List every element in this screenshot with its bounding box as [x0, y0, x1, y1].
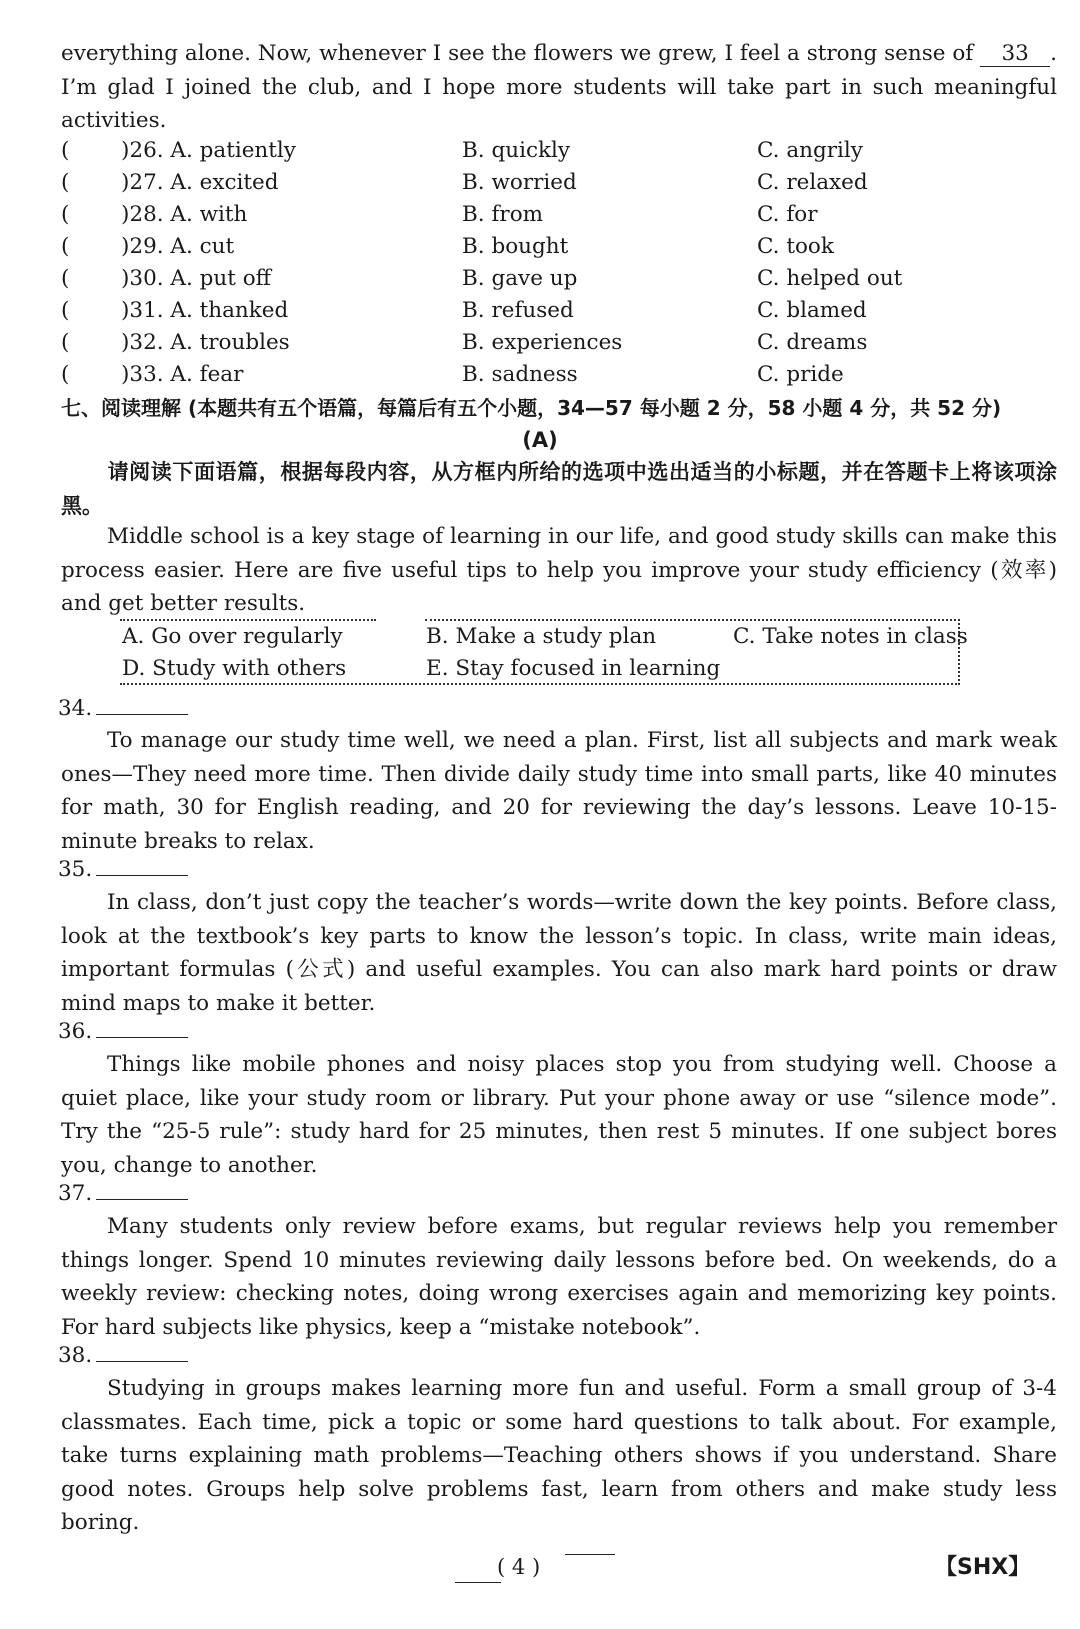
option-b: B. from	[462, 202, 544, 227]
answer-paren[interactable]: (	[61, 266, 70, 291]
answer-blank[interactable]	[96, 692, 188, 715]
footer-rule	[565, 1554, 615, 1555]
answer-blank[interactable]	[96, 1177, 188, 1200]
option-a: )32. A. troubles	[121, 330, 290, 355]
paragraph-text: Things like mobile phones and noisy places stop you from studying well. Choose a quiet place, like your study room or library. Put your phone away or use “silence mode”. Try the “25-5 rule”: study hard for 25 minutes, then rest 5 minutes. If one subject bores you, change to another.	[61, 1052, 1057, 1178]
choice-row-26	[61, 134, 1057, 167]
part-label: (A)	[522, 428, 558, 452]
option-b: B. refused	[462, 298, 574, 323]
box-option-d: D. Study with others	[122, 656, 347, 681]
blank-33: 33	[980, 42, 1050, 67]
paragraph-text: To manage our study time well, we need a plan. First, list all subjects and mark weak ones—They need more time. Then divide daily study time into small parts, like 40 minutes for math, 30 for English reading, and 20 for reviewing the day’s lessons. Leave 10-15-minute breaks to relax.	[61, 728, 1057, 854]
answer-paren[interactable]: (	[61, 362, 70, 387]
question-37-number	[58, 1177, 188, 1210]
intro-line1: everything alone. Now, whenever I see the flowers we grew, I feel a strong sense of	[61, 41, 974, 66]
page-number-text	[497, 1552, 540, 1582]
choice-row-31	[61, 294, 1057, 327]
question-38-number	[58, 1339, 188, 1372]
page-paren-open: (	[497, 1555, 506, 1579]
answer-paren[interactable]: (	[61, 170, 70, 195]
choice-row-33	[61, 358, 1057, 391]
option-a: )31. A. thanked	[121, 298, 289, 323]
answer-blank[interactable]	[96, 1339, 188, 1362]
option-b: B. bought	[462, 234, 569, 259]
option-b: B. sadness	[462, 362, 578, 387]
exam-code: 【SHX】	[935, 1555, 1031, 1580]
answer-paren[interactable]: (	[61, 234, 70, 259]
option-b: B. gave up	[462, 266, 578, 291]
box-option-e: E. Stay focused in learning	[426, 656, 721, 681]
box-option-c: C. Take notes in class	[733, 624, 968, 649]
intro-paragraph	[61, 37, 1057, 138]
question-number: 38.	[58, 1343, 93, 1368]
option-c: C. pride	[757, 362, 844, 387]
intro-line1-end: .	[1050, 41, 1057, 66]
option-a: )30. A. put off	[121, 266, 271, 291]
question-35-paragraph	[61, 886, 1057, 1020]
page-paren-close: )	[531, 1555, 541, 1579]
paragraph-text: In class, don’t just copy the teacher’s words—write down the key points. Before class, look at the textbook’s key parts to know the lesson’s topic. In class, write main ideas, important formulas (公式) and useful examples. You can also mark hard points or draw mind maps to make it better.	[61, 890, 1057, 1016]
option-a: )33. A. fear	[121, 362, 244, 387]
option-a: )27. A. excited	[121, 170, 279, 195]
intro-rest: I’m glad I joined the club, and I hope more students will take part in such meaningful activities.	[61, 74, 1057, 133]
option-c: C. helped out	[757, 266, 903, 291]
choice-row-29	[61, 230, 1057, 263]
option-b: B. worried	[462, 170, 577, 195]
instruction-text: 请阅读下面语篇，根据每段内容，从方框内所给的选项中选出适当的小标题，并在答题卡上将该项涂黑。	[61, 460, 1057, 518]
question-36-paragraph	[61, 1048, 1057, 1182]
options-box	[120, 619, 968, 685]
answer-paren[interactable]: (	[61, 330, 70, 355]
box-option-a: A. Go over regularly	[122, 624, 343, 649]
question-number: 36.	[58, 1019, 93, 1044]
answer-paren[interactable]: (	[61, 138, 70, 163]
answer-blank[interactable]	[96, 853, 188, 876]
option-a: )28. A. with	[121, 202, 248, 227]
box-option-b: B. Make a study plan	[426, 624, 657, 649]
question-35-number	[58, 853, 188, 886]
question-37-paragraph	[61, 1210, 1057, 1344]
question-38-paragraph	[61, 1372, 1057, 1540]
question-number: 34.	[58, 696, 93, 721]
choice-row-28	[61, 198, 1057, 231]
option-c: C. dreams	[757, 330, 868, 355]
answer-paren[interactable]: (	[61, 202, 70, 227]
paragraph-text: Many students only review before exams, but regular reviews help you remember things longer. Spend 10 minutes reviewing daily lessons before bed. On weekends, do a weekly review: checking notes, doing wrong exercises again and memorizing key points. For hard subjects like physics, keep a “mistake notebook”.	[61, 1214, 1057, 1340]
instruction	[61, 456, 1057, 523]
option-c: C. took	[757, 234, 834, 259]
question-number: 37.	[58, 1181, 93, 1206]
option-c: C. blamed	[757, 298, 867, 323]
question-34-number	[58, 692, 188, 725]
section-heading: 七、阅读理解 (本题共有五个语篇，每篇后有五个小题，34—57 每小题 2 分，58 小题 4 分，共 52 分)	[61, 396, 1002, 420]
option-a: )29. A. cut	[121, 234, 235, 259]
answer-paren[interactable]: (	[61, 298, 70, 323]
option-c: C. relaxed	[757, 170, 868, 195]
option-b: B. experiences	[462, 330, 623, 355]
passage-intro	[61, 520, 1057, 621]
choice-row-30	[61, 262, 1057, 295]
option-c: C. angrily	[757, 138, 863, 163]
question-number: 35.	[58, 857, 93, 882]
answer-blank[interactable]	[96, 1015, 188, 1038]
page-number-value: 4	[511, 1555, 526, 1579]
choice-row-27	[61, 166, 1057, 199]
question-36-number	[58, 1015, 188, 1048]
option-b: B. quickly	[462, 138, 571, 163]
footer-rule	[455, 1582, 501, 1583]
paragraph-text: Studying in groups makes learning more fun and useful. Form a small group of 3-4 classmates. Each time, pick a topic or some hard questions to talk about. For example, take turns explaining math problems—Teaching others shows if you understand. Share good notes. Groups help solve problems fast, learn from others and make study less boring.	[61, 1376, 1057, 1535]
question-34-paragraph	[61, 724, 1057, 858]
passage-intro-text: Middle school is a key stage of learning in our life, and good study skills can make this process easier. Here are five useful tips to help you improve your study efficiency (效率) and get better results.	[61, 524, 1057, 616]
option-c: C. for	[757, 202, 818, 227]
choice-row-32	[61, 326, 1057, 359]
option-a: )26. A. patiently	[121, 138, 296, 163]
